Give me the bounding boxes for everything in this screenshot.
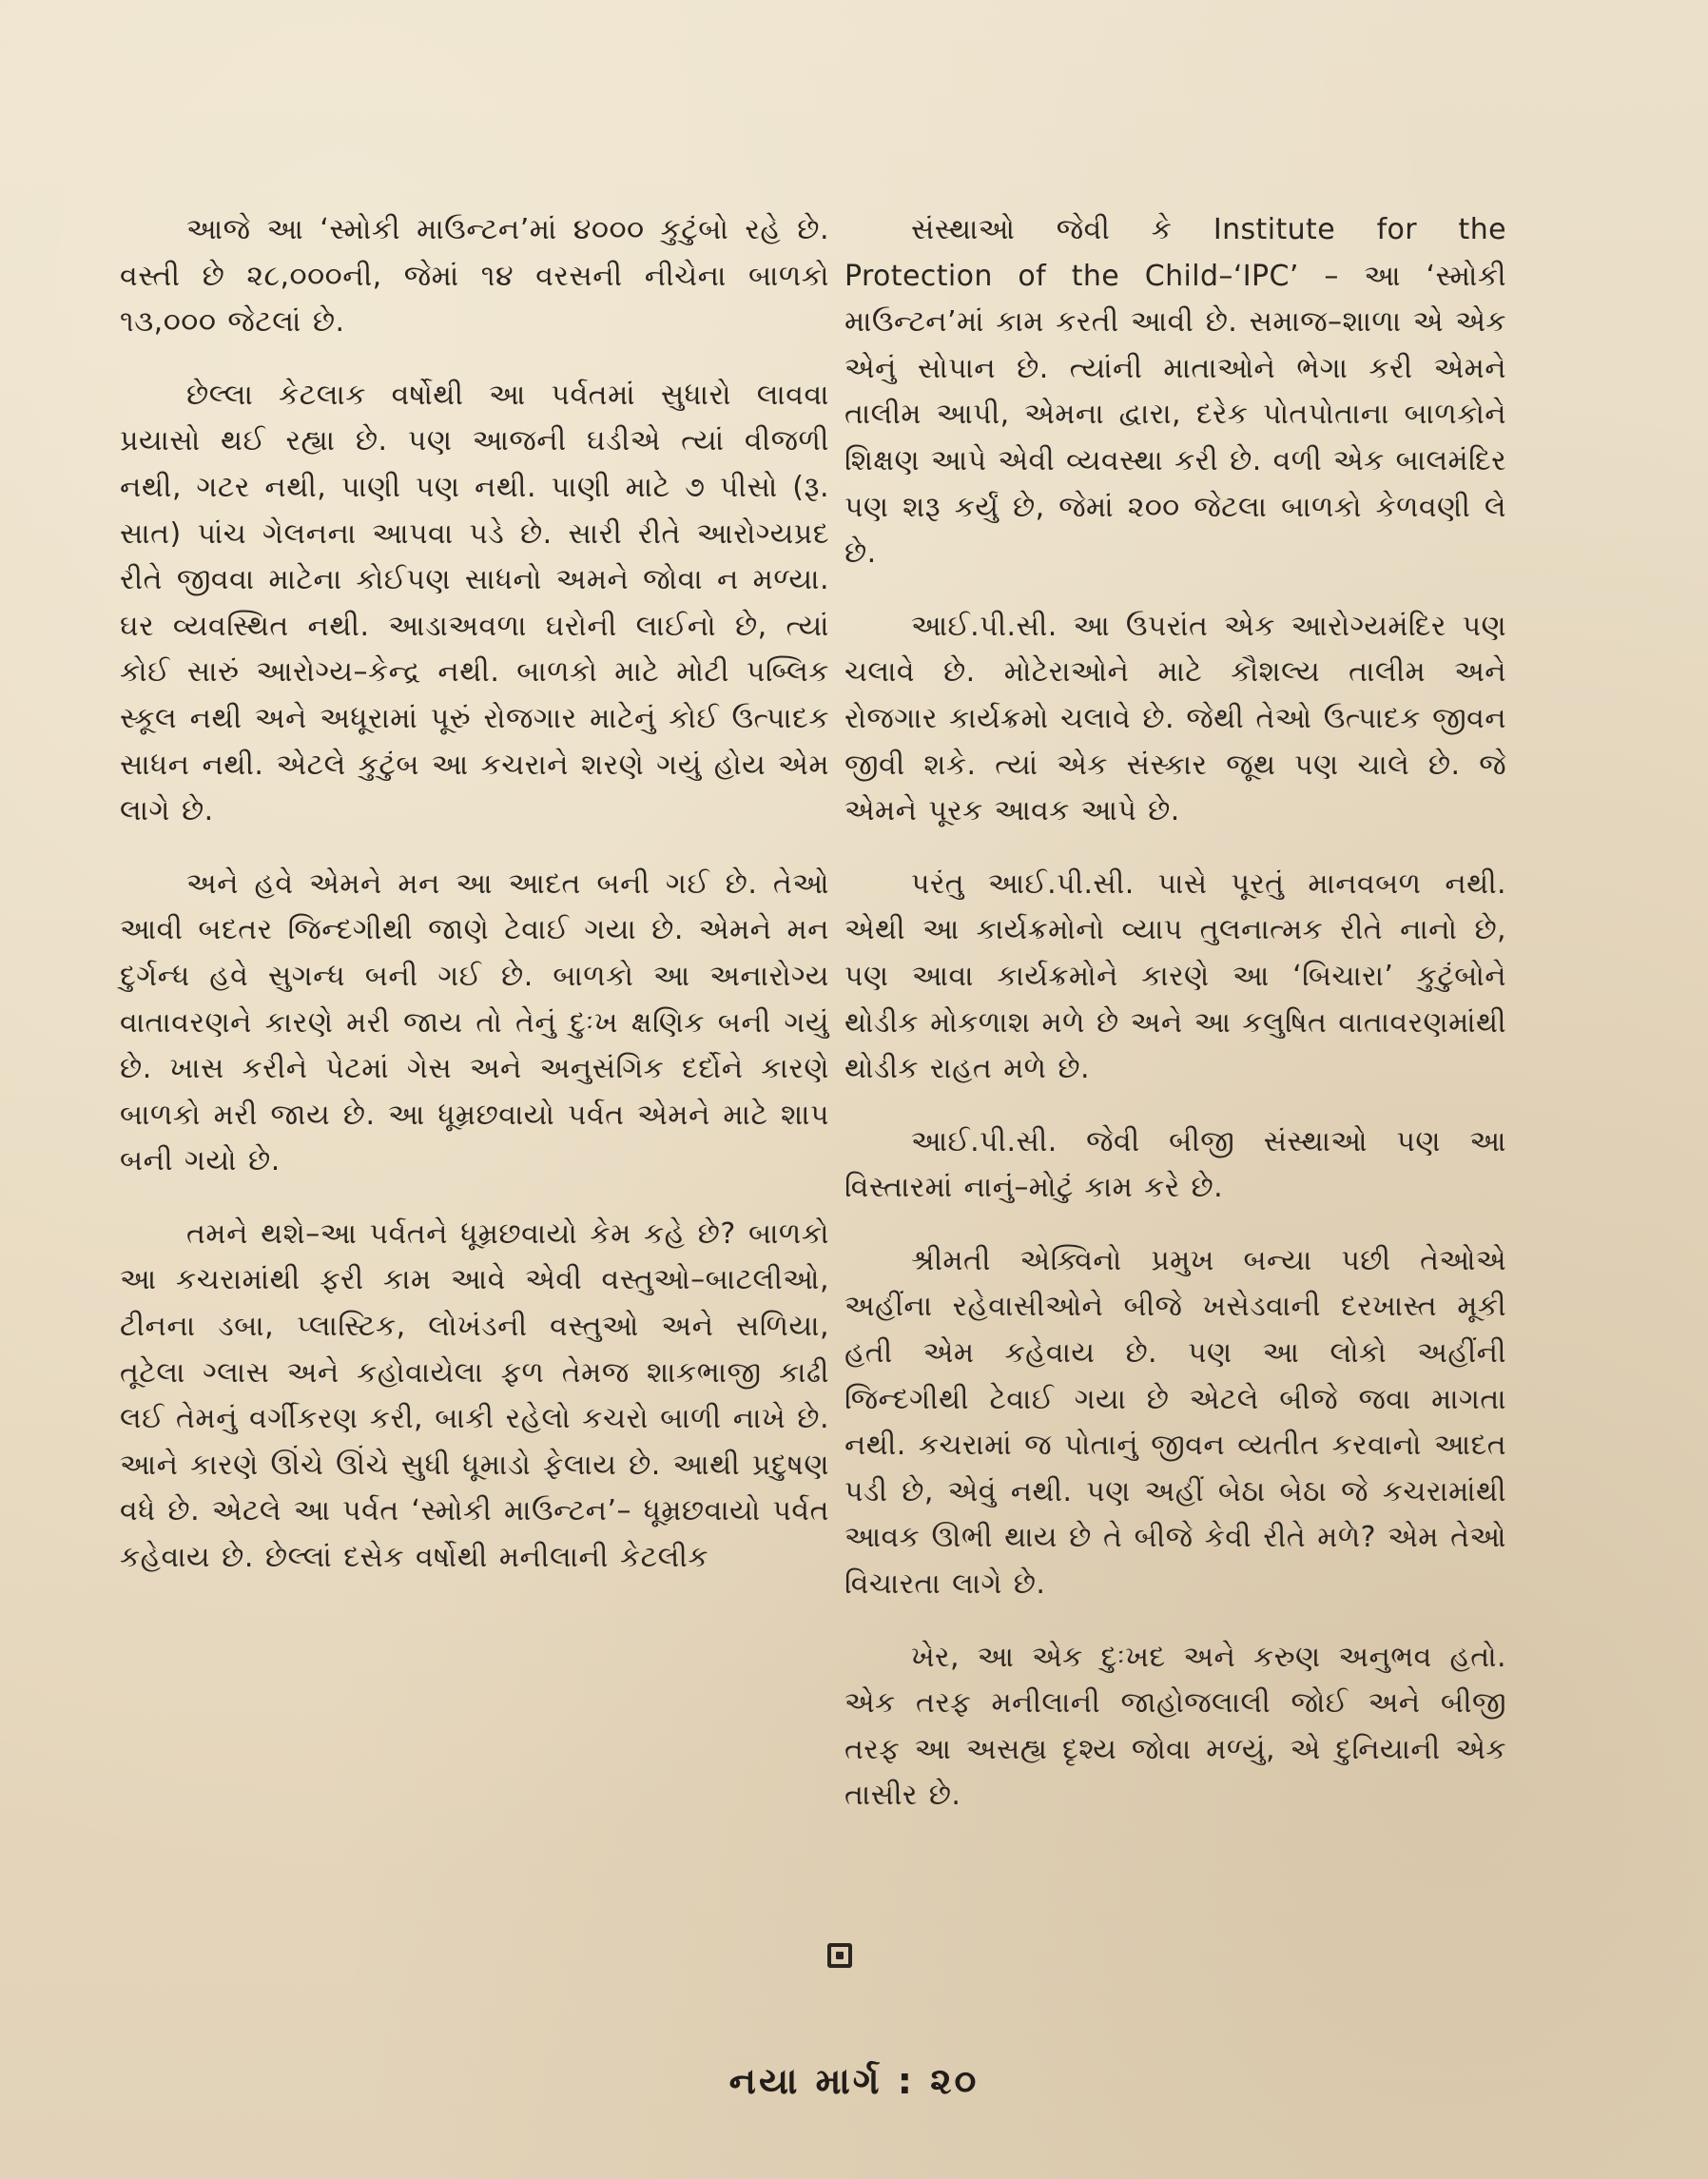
paragraph: તમને થશે–આ પર્વતને ધૂમ્રછવાયો કેમ કહે છે? બાળકો આ કચરામાંથી ફરી કામ આવે એવી વસ્તુઓ–બાટલીઓ, ટીનના ડબા, પ્લાસ્ટિક, લોખંડની વસ્તુઓ અને સળિયા, તૂટેલા ગ્લાસ અને કહોવાયેલા ફળ તેમજ શાકભાજી કાઢી લઈ તેમનું વર્ગીકરણ કરી, બાકી રહેલો કચરો બાળી નાખે છે. આને કારણે ઊંચે ઊંચે સુધી ધૂમાડો ફેલાય છે. આથી પ્રદુષણ વધે છે. એટલે આ પર્વત ‘સ્મોકી માઉન્ટન’– ધૂમ્રછવાયો પર્વત કહેવાય છે. છેલ્લાં દસેક વર્ષોથી મનીલાની કેટલીક [120,1216,829,1575]
right-column [844,207,1506,1846]
paragraph: ખેર, આ એક દુઃખદ અને કરુણ અનુભવ હતો. એક તરફ મનીલાની જાહોજલાલી જોઈ અને બીજી તરફ આ અસહ્ય દૃશ્ય જોવા મળ્યું, એ દુનિયાની એક તાસીર છે. [844,1640,1506,1813]
paragraph: આઈ.પી.સી. જેવી બીજી સંસ્થાઓ પણ આ વિસ્તારમાં નાનું–મોટું કામ કરે છે. [844,1124,1506,1205]
paragraph: સંસ્થાઓ જેવી કે Institute for the Protection of the Child–‘IPC’ – આ ‘સ્મોકી માઉન્ટન’માં કામ કરતી આવી છે. સમાજ–શાળા એ એક એનું સોપાન છે. ત્યાંની માતાઓને ભેગા કરી એમને તાલીમ આપી, એમના દ્વારા, દરેક પોતપોતાના બાળકોને શિક્ષણ આપે એવી વ્યવસ્થા કરી છે. વળી એક બાલમંદિર પણ શરૂ કર્યું છે, જેમાં ૨૦૦ જેટલા બાળકો કેળવણી લે છે. [844,213,1506,571]
paragraph: આઈ.પી.સી. આ ઉપરાંત એક આરોગ્યમંદિર પણ ચલાવે છે. મોટેરાઓને માટે કૌશલ્ય તાલીમ અને રોજગાર કાર્યક્રમો ચલાવે છે. જેથી તેઓ ઉત્પાદક જીવન જીવી શકે. ત્યાં એક સંસ્કાર જૂથ પણ ચાલે છે. જે એમને પૂરક આવક આપે છે. [844,609,1506,828]
square-end-mark-icon [827,1943,852,1968]
paragraph: પરંતુ આઈ.પી.સી. પાસે પૂરતું માનવબળ નથી. એથી આ કાર્યક્રમોનો વ્યાપ તુલનાત્મક રીતે નાનો છે, પણ આવા કાર્યક્રમોને કારણે આ ‘બિચારા’ કુટુંબોને થોડીક મોકળાશ મળે છે અને આ કલુષિત વાતાવરણમાંથી થોડીક રાહત મળે છે. [844,866,1506,1086]
paragraph: શ્રીમતી એક્વિનો પ્રમુખ બન્યા પછી તેઓએ અહીંના રહેવાસીઓને બીજે ખસેડવાની દરખાસ્ત મૂકી હતી એમ કહેવાય છે. પણ આ લોકો અહીંની જિન્દગીથી ટેવાઈ ગયા છે એટલે બીજે જવા માગતા નથી. કચરામાં જ પોતાનું જીવન વ્યતીત કરવાનો આદત પડી છે, એવું નથી. પણ અહીં બેઠા બેઠા જે કચરામાંથી આવક ઊભી થાય છે તે બીજે કેવી રીતે મળે? એમ તેઓ વિચારતા લાગે છે. [844,1243,1506,1602]
page-footer: નયા માર્ગ : ૨૦ [728,2060,980,2102]
paragraph: છેલ્લા કેટલાક વર્ષોથી આ પર્વતમાં સુધારો લાવવા પ્રયાસો થઈ રહ્યા છે. પણ આજની ઘડીએ ત્યાં વીજળી નથી, ગટર નથી, પાણી પણ નથી. પાણી માટે ૭ પીસો (રૂ. સાત) પાંચ ગેલનના આપવા પડે છે. સારી રીતે આરોગ્યપ્રદ રીતે જીવવા માટેના કોઈપણ સાધનો અમને જોવા ન મળ્યા. ઘર વ્યવસ્થિત નથી. આડાઅવળા ઘરોની લાઈનો છે, ત્યાં કોઈ સારું આરોગ્ય–કેન્દ્ર નથી. બાળકો માટે મોટી પબ્લિક સ્કૂલ નથી અને અધૂરામાં પૂરું રોજગાર માટેનું કોઈ ઉત્પાદક સાધન નથી. એટલે કુટુંબ આ કચરાને શરણે ગયું હોય એમ લાગે છે. [120,378,829,828]
left-column [120,207,829,1608]
paragraph: આજે આ ‘સ્મોકી માઉન્ટન’માં ૪૦૦૦ કુટુંબો રહે છે. વસ્તી છે ૨૮,૦૦૦ની, જેમાં ૧૪ વરસની નીચેના બાળકો ૧૩,૦૦૦ જેટલાં છે. [120,213,829,340]
paragraph: અને હવે એમને મન આ આદત બની ગઈ છે. તેઓ આવી બદતર જિન્દગીથી જાણે ટેવાઈ ગયા છે. એમને મન દુર્ગન્ધ હવે સુગન્ધ બની ગઈ છે. બાળકો આ અનારોગ્ય વાતાવરણને કારણે મરી જાય તો તેનું દુઃખ ક્ષણિક બની ગયું છે. ખાસ કરીને પેટમાં ગેસ અને અનુસંગિક દર્દોને કારણે બાળકો મરી જાય છે. આ ધૂમ્રછવાયો પર્વત એમને માટે શાપ બની ગયો છે. [120,866,829,1178]
